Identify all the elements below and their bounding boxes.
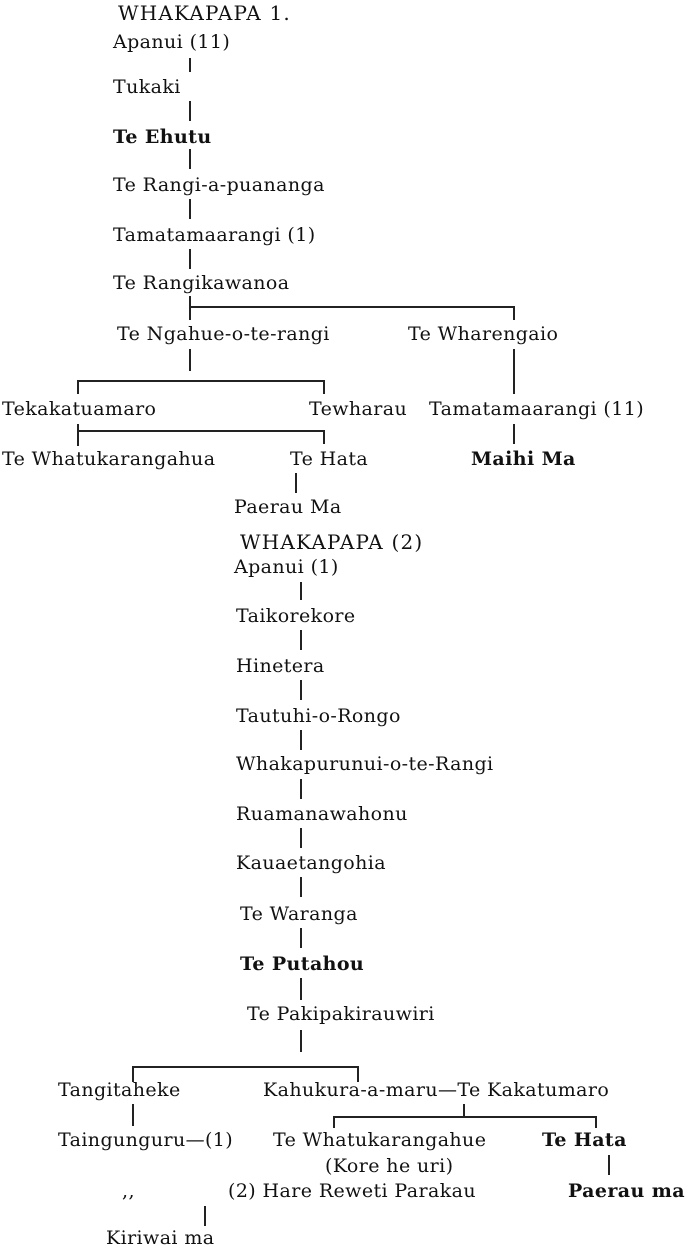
person-te-putahou: Te Putahou: [240, 953, 365, 975]
ditto-mark: ,,: [122, 1180, 135, 1202]
descent-line: [513, 349, 515, 394]
descent-line: [513, 424, 515, 444]
person-kahukura-a-maru-te-kakatumaro: Kahukura-a-maru—Te Kakatumaro: [263, 1079, 610, 1101]
descent-line: [323, 430, 325, 444]
descent-line: [513, 306, 515, 320]
person-apanui-11: Apanui (11): [113, 31, 231, 53]
sibling-bracket: [132, 1066, 358, 1068]
person-te-ngahue-o-te-rangi: Te Ngahue-o-te-rangi: [117, 323, 330, 345]
person-tamatamaarangi-11: Tamatamaarangi (11): [429, 398, 645, 420]
descent-line: [300, 730, 302, 750]
sibling-bracket: [189, 306, 514, 308]
descent-line: [300, 630, 302, 650]
descent-line: [333, 1116, 335, 1128]
person-tamatamaarangi-1: Tamatamaarangi (1): [113, 224, 316, 246]
person-paerau-ma: Paerau Ma: [234, 496, 342, 518]
person-kiriwai-ma: Kiriwai ma: [106, 1227, 215, 1249]
person-maihi-ma: Maihi Ma: [471, 448, 576, 470]
descent-line: [295, 473, 297, 493]
person-tewharau: Tewharau: [309, 398, 408, 420]
descent-line: [300, 978, 302, 1000]
sibling-bracket: [77, 380, 324, 382]
descent-line: [300, 828, 302, 848]
whakapapa-1-title: WHAKAPAPA 1.: [118, 1, 291, 25]
descent-line: [300, 680, 302, 700]
person-kauaetangohia: Kauaetangohia: [236, 852, 386, 874]
descent-line: [189, 296, 191, 320]
descent-line: [608, 1155, 610, 1175]
descent-line: [300, 877, 302, 897]
descent-line: [300, 582, 302, 600]
person-paerau-ma-2: Paerau ma: [568, 1180, 685, 1202]
person-tukaki: Tukaki: [113, 76, 181, 98]
descent-line: [189, 199, 191, 219]
descent-line: [323, 380, 325, 394]
person-te-rangi-a-puananga: Te Rangi-a-puananga: [113, 174, 325, 196]
descent-line: [189, 101, 191, 121]
person-te-hata: Te Hata: [290, 448, 369, 470]
descent-line: [189, 149, 191, 169]
descent-line: [300, 779, 302, 799]
person-apanui-1: Apanui (1): [234, 556, 339, 578]
person-te-hata-2: Te Hata: [542, 1129, 627, 1151]
person-te-whatukarangahua: Te Whatukarangahua: [2, 448, 216, 470]
sibling-bracket: [77, 430, 324, 432]
note-kore-he-uri: (Kore he uri): [325, 1155, 454, 1177]
descent-line: [300, 1030, 302, 1052]
descent-line: [77, 380, 79, 394]
person-whakapurunui-o-te-rangi: Whakapurunui-o-te-Rangi: [236, 753, 494, 775]
person-taikorekore: Taikorekore: [236, 605, 356, 627]
descent-line: [204, 1206, 206, 1226]
descent-line: [189, 58, 191, 72]
person-hare-reweti-parakau: (2) Hare Reweti Parakau: [228, 1180, 476, 1202]
person-tangitaheke: Tangitaheke: [58, 1079, 181, 1101]
person-taingunguru: Taingunguru—(1): [58, 1129, 234, 1151]
descent-line: [189, 349, 191, 371]
person-te-wharengaio: Te Wharengaio: [408, 323, 559, 345]
person-te-whatukarangahue: Te Whatukarangahue: [273, 1129, 487, 1151]
descent-line: [77, 424, 79, 446]
person-ruamanawahonu: Ruamanawahonu: [236, 803, 408, 825]
descent-line: [189, 249, 191, 269]
person-hinetera: Hinetera: [236, 655, 325, 677]
person-te-rangikawanoa: Te Rangikawanoa: [113, 272, 290, 294]
person-te-ehutu: Te Ehutu: [113, 126, 212, 148]
descent-line: [595, 1116, 597, 1128]
sibling-bracket: [333, 1116, 596, 1118]
descent-line: [300, 928, 302, 948]
person-tautuhi-o-rongo: Tautuhi-o-Rongo: [236, 705, 401, 727]
whakapapa-2-title: WHAKAPAPA (2): [240, 530, 424, 554]
person-tekakatuamaro: Tekakatuamaro: [2, 398, 157, 420]
person-te-pakipakirauwiri: Te Pakipakirauwiri: [247, 1003, 435, 1025]
descent-line: [132, 1104, 134, 1126]
person-te-waranga: Te Waranga: [240, 903, 358, 925]
